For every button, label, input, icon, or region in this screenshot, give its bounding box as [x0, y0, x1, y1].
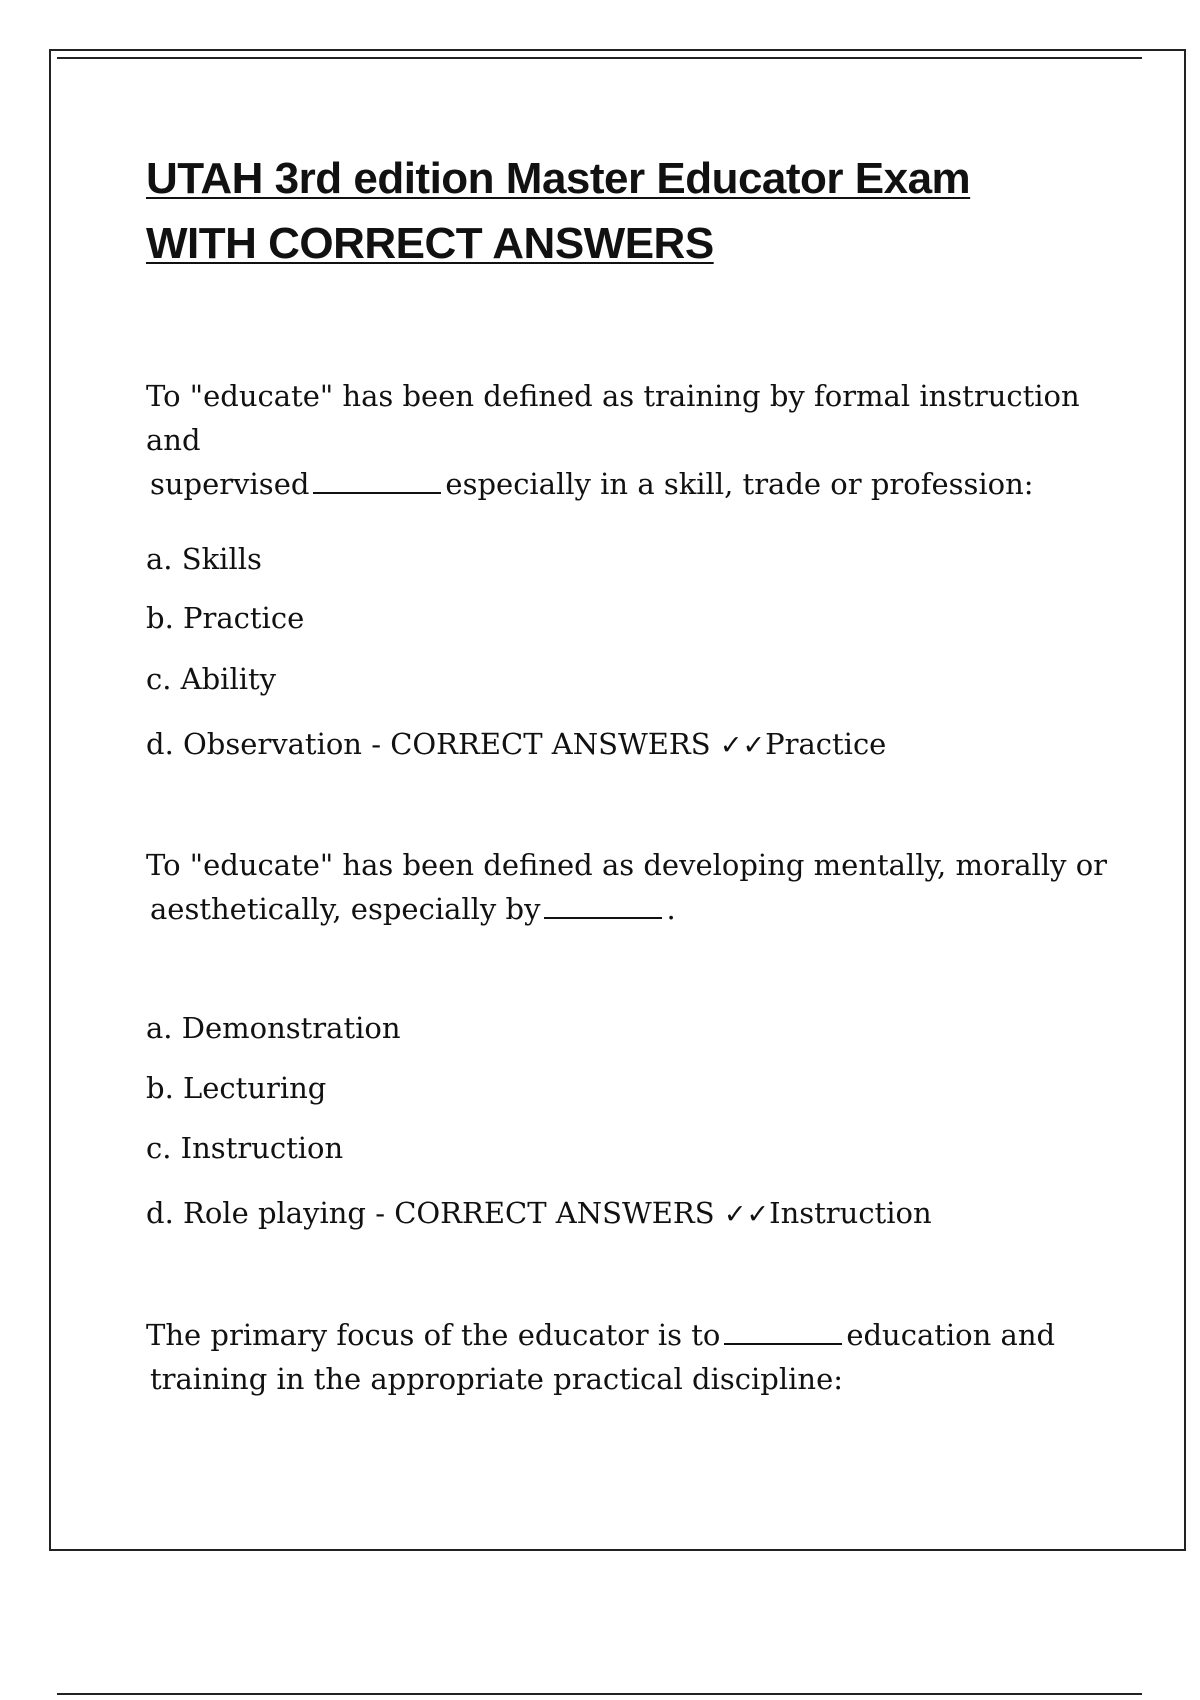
question-2-option-c: c. Instruction [146, 1131, 344, 1165]
answer-blank [544, 889, 662, 919]
question-2-stem-after-blank: . [666, 892, 676, 926]
question-1-stem-after-blank: especially in a skill, trade or profession: [445, 467, 1034, 501]
title-line-1: UTAH 3rd edition Master Educator Exam [146, 154, 971, 203]
question-1-option-b: b. Practice [146, 601, 305, 635]
question-3-stem [146, 1313, 1126, 1401]
question-1-option-c: c. Ability [146, 662, 277, 696]
document-title [146, 146, 970, 276]
checkmark-icon: ✓✓ [723, 1199, 770, 1230]
question-1 [146, 374, 1126, 506]
footer-rule [57, 1693, 1142, 1695]
question-1-stem-line-2 [146, 462, 1126, 506]
question-2-stem-before-blank: aesthetically, especially by [150, 892, 541, 926]
question-3-stem-before-blank: The primary focus of the educator is to [146, 1318, 721, 1352]
answer-blank [724, 1315, 842, 1345]
question-1-option-a: a. Skills [146, 542, 262, 576]
question-1-stem-before-blank: supervised [150, 467, 310, 501]
title-line-2: WITH CORRECT ANSWERS [146, 219, 714, 268]
question-1-stem [146, 374, 1126, 506]
question-2-option-a: a. Demonstration [146, 1011, 401, 1045]
checkmark-icon: ✓✓ [719, 730, 766, 761]
question-2-stem-line-1: To "educate" has been defined as developing mentally, morally or [146, 848, 1108, 882]
question-2-correct-answer: Instruction [769, 1196, 932, 1230]
question-2-option-b: b. Lecturing [146, 1071, 327, 1105]
answer-blank [313, 464, 441, 494]
question-1-option-d [146, 724, 886, 766]
question-1-option-d-text: d. Observation - CORRECT ANSWERS [146, 727, 720, 761]
question-2-option-d-text: d. Role playing - CORRECT ANSWERS [146, 1196, 724, 1230]
question-3-stem-after-blank: education and [846, 1318, 1056, 1352]
question-1-correct-answer: Practice [765, 727, 887, 761]
question-1-stem-line-1: To "educate" has been defined as training by formal instruction and [146, 379, 1080, 457]
question-3 [146, 1313, 1126, 1401]
question-2-option-d [146, 1193, 932, 1235]
header-rule [57, 57, 1142, 59]
question-2-stem [146, 843, 1126, 931]
question-2 [146, 843, 1126, 931]
question-2-stem-line-2 [146, 887, 1126, 931]
question-3-stem-line-1 [146, 1313, 1126, 1357]
question-3-stem-line-2: training in the appropriate practical discipline: [150, 1362, 844, 1396]
